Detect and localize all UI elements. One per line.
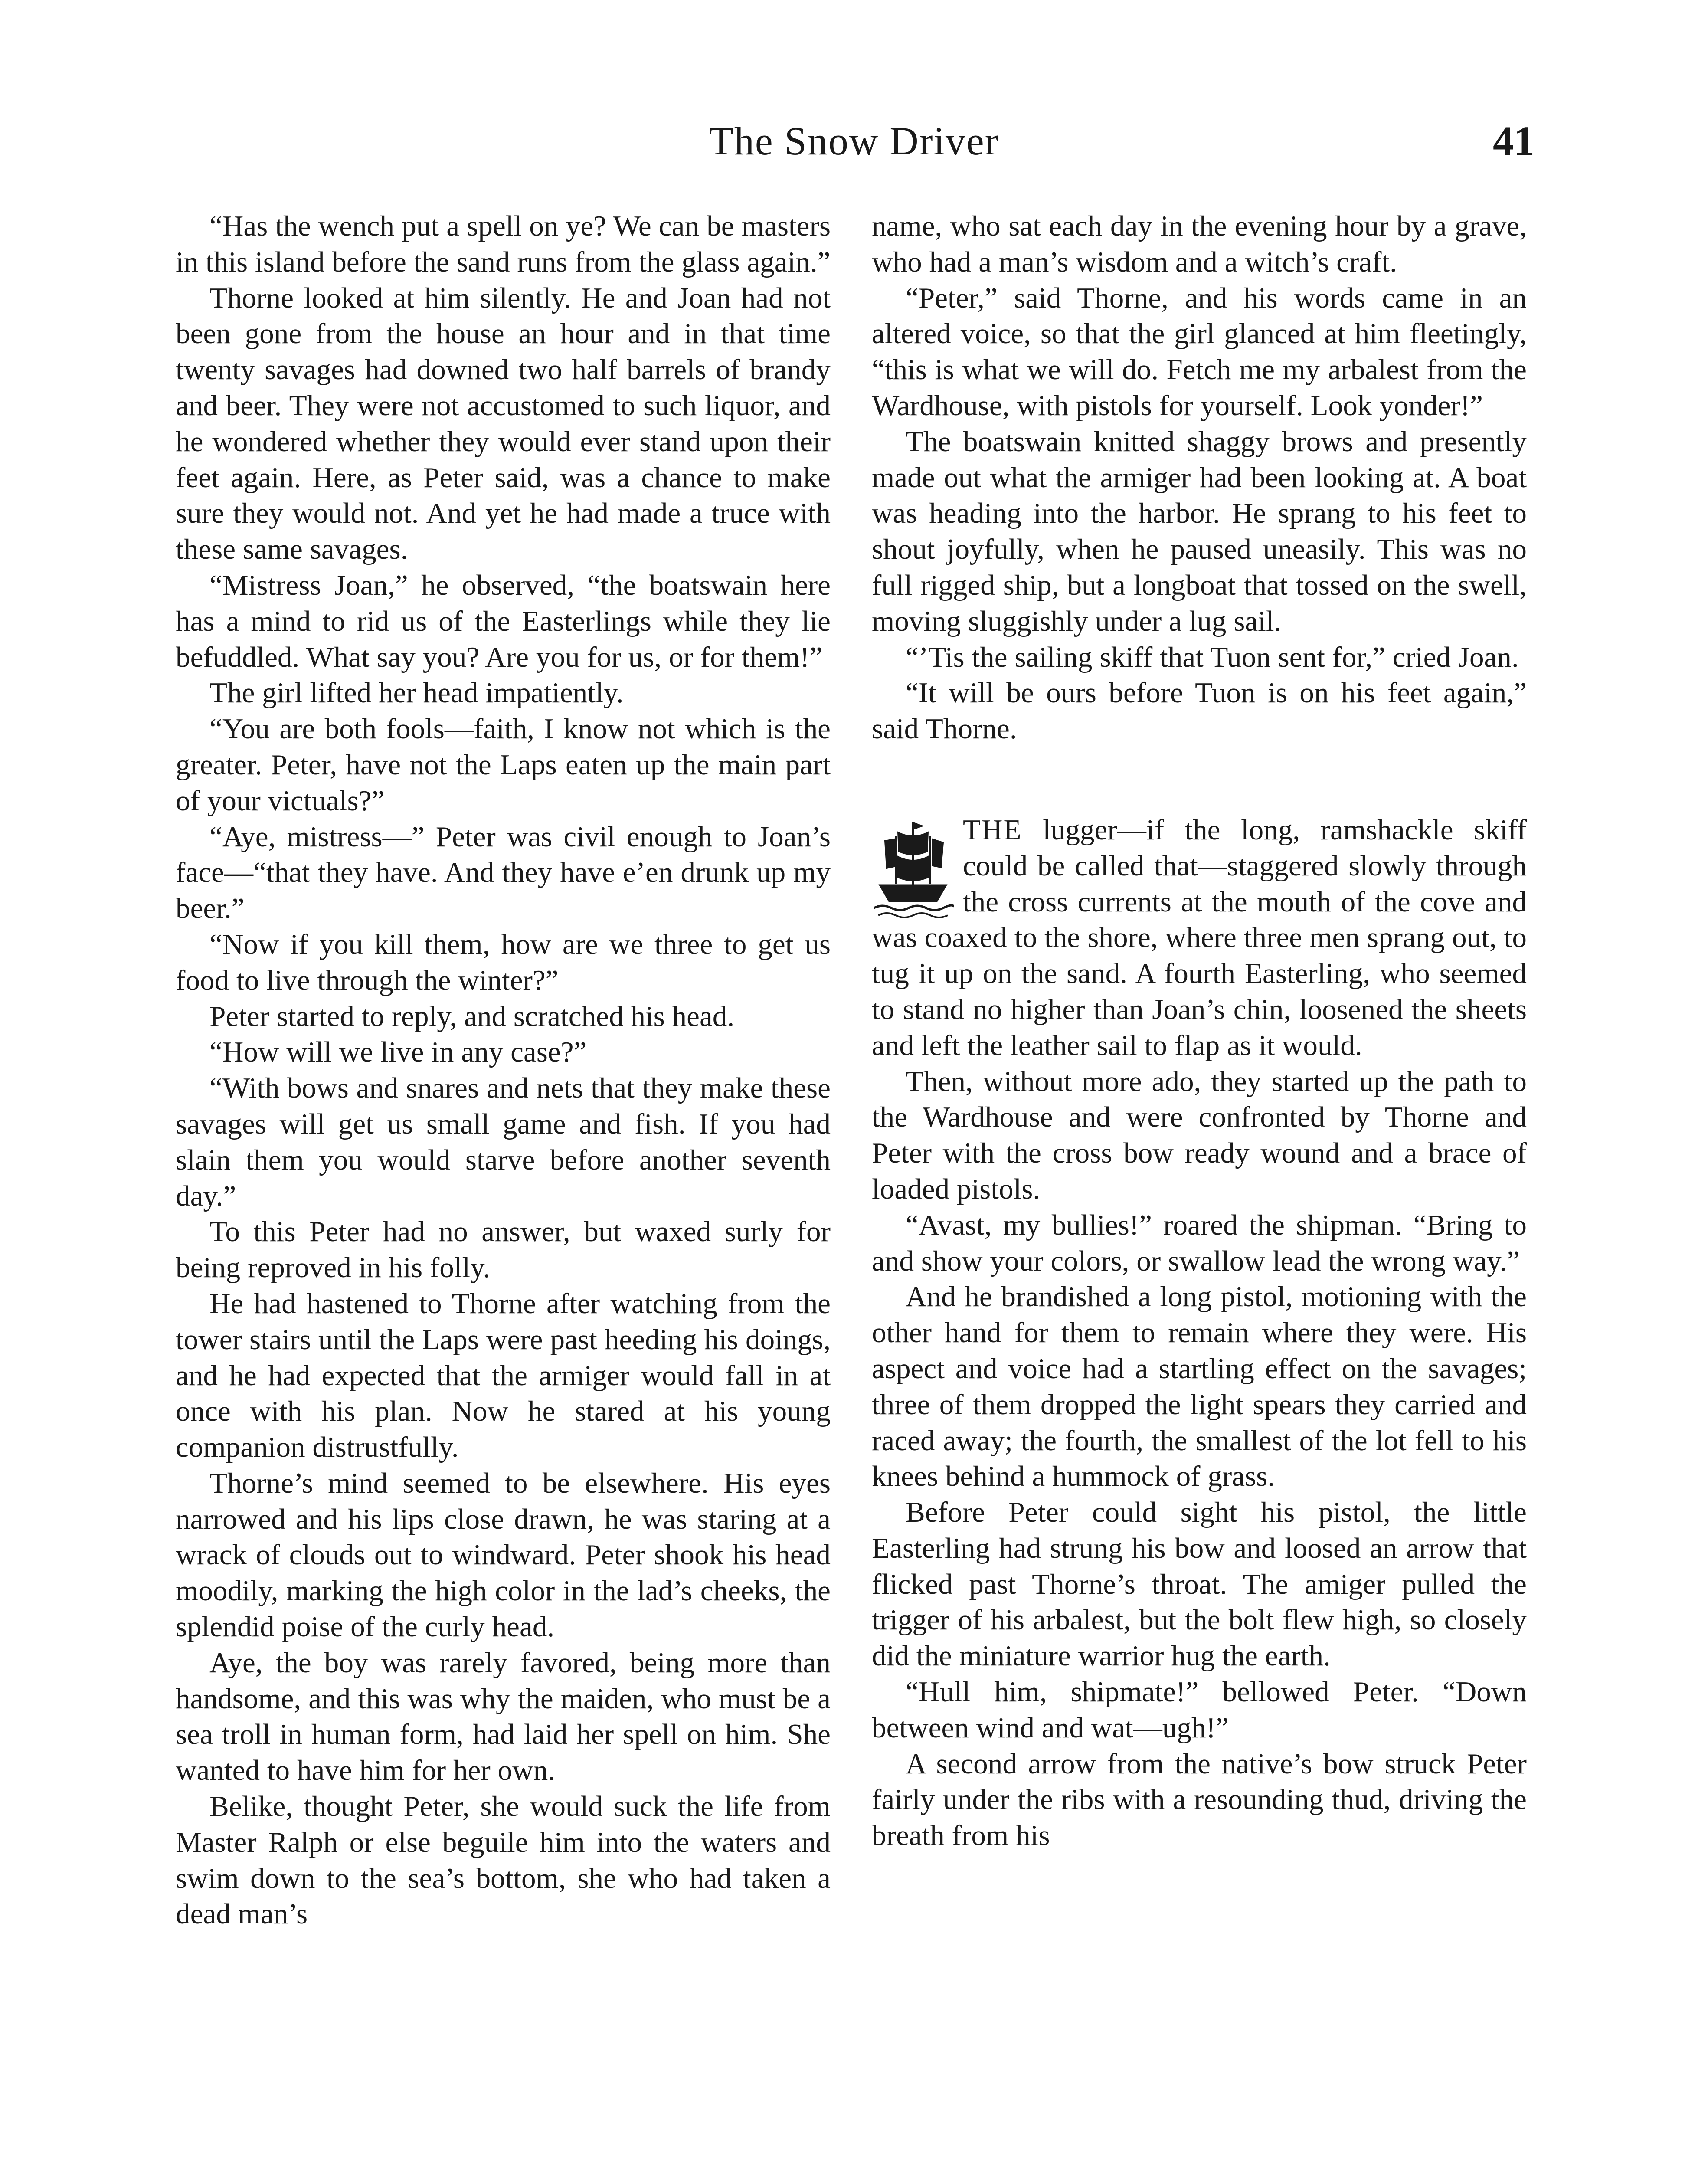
paragraph: The girl lifted her head impatiently. <box>209 676 624 709</box>
paragraph: “Hull him, shipmate!” bellowed Peter. “Down between wind and wat—ugh!” <box>872 1675 1527 1744</box>
paragraph: Before Peter could sight his pistol, the little Easterling had strung his bow and loosed an arrow that flicked past Thorne’s throat. The amiger pulled the trigger of his arbalest, but the bolt flew high, so closely did the miniature warrior hug the earth. <box>872 1496 1527 1672</box>
page-header <box>0 111 1708 171</box>
paragraph: Thorne’s mind seemed to be elsewhere. His eyes narrowed and his lips close drawn, he was staring at a wrack of clouds out to windward. Peter shook his head moodily, marking the high color in the lad’s cheeks, the splendid poise of the curly head. <box>176 1466 831 1643</box>
paragraph: “You are both fools—faith, I know not which is the greater. Peter, have not the Laps eaten up the main part of your victuals?” <box>176 712 831 817</box>
section-first-text: lugger—if the long, ramshackle skiff could be called that—staggered slowly through the cross currents at the mouth of the cove and was coaxed to the shore, where three men sprang out, to tug it up on the sand. A fourth Easterling, who seemed to stand no higher than Joan’s chin, loosened the sheets and left the leather sail to flap as it would. <box>872 813 1527 1062</box>
left-column <box>176 208 831 1932</box>
paragraph: “How will we live in any case?” <box>209 1035 587 1068</box>
paragraph: “Avast, my bullies!” roared the shipman. “Bring to and show your colors, or swallow lead the wrong way.” <box>872 1208 1527 1277</box>
paragraph: Thorne looked at him silently. He and Joan had not been gone from the house an hour and in that time twenty savages had downed two half barrels of brandy and beer. They were not accustomed to such liquor, and he wondered whether they would ever stand upon their feet again. Here, as Peter said, was a chance to make sure they would not. And yet he had made a truce with these same savages. <box>176 281 831 566</box>
paragraph: A second arrow from the native’s bow struck Peter fairly under the ribs with a resounding thud, driving the breath from his <box>872 1747 1527 1852</box>
paragraph: “Aye, mistress—” Peter was civil enough to Joan’s face—“that they have. And they have e’en drunk up my beer.” <box>176 820 831 925</box>
paragraph: “Peter,” said Thorne, and his words came in an altered voice, so that the girl glanced at him fleetingly, “this is what we will do. Fetch me my arbalest from the Wardhouse, with pistols for yourself. Look yonder!” <box>872 281 1527 422</box>
paragraph: And he brandished a long pistol, motioning with the other hand for them to remain where they were. His aspect and voice had a startling effect on the savages; three of them dropped the light spears they carried and raced away; the fourth, the smallest of the lot fell to his knees behind a hummock of grass. <box>872 1280 1527 1493</box>
paragraph: To this Peter had no answer, but waxed surly for being reproved in his folly. <box>176 1215 831 1284</box>
paragraph: “Now if you kill them, how are we three to get us food to live through the winter?” <box>176 927 831 996</box>
running-head: The Snow Driver <box>709 119 999 163</box>
section-first-word: THE <box>963 813 1022 846</box>
paragraph: Aye, the boy was rarely favored, being more than handsome, and this was why the maiden, who must be a sea troll in human form, had laid her spell on him. She wanted to have him for her own. <box>176 1646 831 1787</box>
section-break <box>872 747 1527 812</box>
right-column <box>872 208 1527 1854</box>
section-opening-paragraph <box>872 812 1527 1064</box>
paragraph: “’Tis the sailing skiff that Tuon sent for,” cried Joan. <box>906 640 1519 673</box>
ship-ornament-icon <box>872 815 954 919</box>
paragraph: “Has the wench put a spell on ye? We can be masters in this island before the sand runs from the glass again.” <box>176 210 831 278</box>
paragraph: The boatswain knitted shaggy brows and presently made out what the armiger had been looking at. A boat was heading into the harbor. He sprang to his feet to shout joyfully, when he paused uneasily. This was no full rigged ship, but a longboat that tossed on the swell, moving sluggishly under a lug sail. <box>872 425 1527 637</box>
paragraph-continued: name, who sat each day in the evening hour by a grave, who had a man’s wisdom and a witch’s craft. <box>872 210 1527 278</box>
paragraph: He had hastened to Thorne after watching from the tower stairs until the Laps were past heeding his doings, and he had expected that the armiger would fall in at once with his plan. Now he stared at his young companion distrustfully. <box>176 1287 831 1464</box>
page-number: 41 <box>1493 118 1535 164</box>
paragraph: “It will be ours before Tuon is on his feet again,” said Thorne. <box>872 676 1527 745</box>
paragraph: “With bows and snares and nets that they make these savages will get us small game and fish. If you had slain them you would starve before another seventh day.” <box>176 1071 831 1212</box>
paragraph: “Mistress Joan,” he observed, “the boatswain here has a mind to rid us of the Easterlings while they lie befuddled. What say you? Are you for us, or for them!” <box>176 568 831 673</box>
paragraph: Belike, thought Peter, she would suck the life from Master Ralph or else beguile him into the waters and swim down to the sea’s bottom, she who had taken a dead man’s <box>176 1790 831 1930</box>
paragraph: Peter started to reply, and scratched his head. <box>209 999 735 1032</box>
paragraph: Then, without more ado, they started up the path to the Wardhouse and were confronted by Thorne and Peter with the cross bow ready wound and a brace of loaded pistols. <box>872 1065 1527 1205</box>
